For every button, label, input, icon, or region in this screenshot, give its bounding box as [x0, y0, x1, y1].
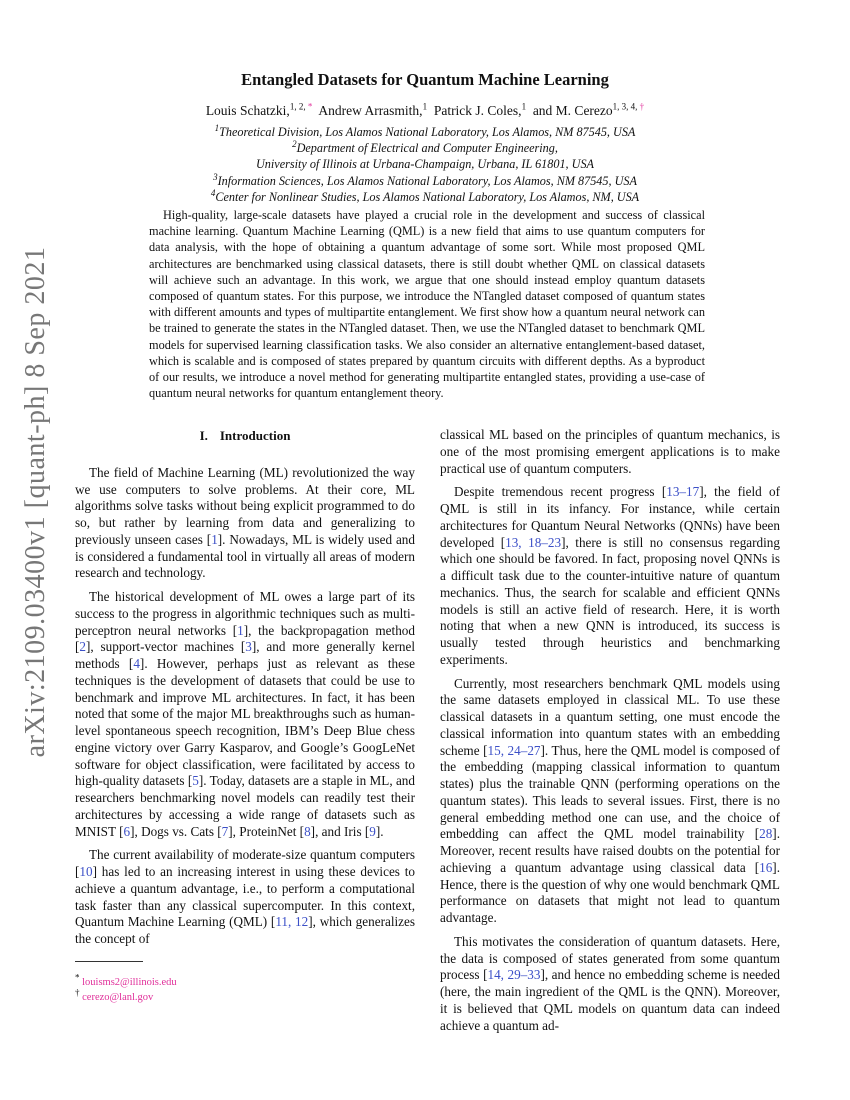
- body-paragraph: [440, 427, 780, 477]
- citation-link[interactable]: 14, 29–33: [487, 967, 541, 983]
- paragraph-text: ] has led to an increasing interest in using these devices to achieve a quantum advantage, i.e., to perform a computational task faster than any classical supercomputer. In this context, Quantum Machine Learning (QML) [: [75, 864, 415, 930]
- paragraph-text: ], ProteinNet [: [228, 823, 305, 839]
- affiliation-2-cont: University of Illinois at Urbana-Champaign, Urbana, IL 61801, USA: [256, 157, 594, 172]
- affiliations: [0, 124, 850, 205]
- footnotes: [75, 972, 177, 1005]
- paragraph-text: classical ML based on the principles of quantum mechanics, is one of the most promising emergent applications is to make practical use of quantum computers.: [440, 427, 780, 476]
- paragraph-text: ], the field of QML is still in its infancy. For instance, while certain architectures for Quantum Neural Networks (QNNs) have been developed [: [440, 484, 781, 550]
- footnote-2: † cerezo@lanl.gov: [75, 987, 154, 1003]
- affiliation-2: $^2$Department of Electrical and Computer Engineering,: [292, 139, 558, 156]
- paragraph-text: This motivates the consideration of quantum datasets. Here, the data is composed of states generated from some quantum process [: [440, 933, 780, 983]
- paragraph-text: Currently, most researchers benchmark QML models using the same datasets employed in classical ML. To use these classical datasets in a quantum setting, one must encode the classical information into quantum states with an embedding scheme [: [440, 675, 780, 758]
- paragraph-text: The field of Machine Learning (ML) revolutionized the way we use computers to solve problems. At their core, ML algorithms solve tasks without being explicit programmed to do so, but rather by learning from data and generalizing to previously unseen cases [: [75, 464, 415, 547]
- affiliation-1: $^1$Theoretical Division, Los Alamos National Laboratory, Los Alamos, NM 87545, USA: [214, 122, 636, 139]
- paragraph-text: ]. Today, datasets are a staple in ML, and researchers benchmarking novel models can readily test their architectures by accessing a wide range of datasets such as MNIST [: [75, 773, 415, 839]
- section-heading: I. Introduction: [199, 428, 291, 443]
- citation-link[interactable]: 6: [123, 823, 131, 839]
- body-paragraph: [440, 484, 780, 668]
- body-paragraph: [440, 934, 780, 1035]
- body-paragraph: [75, 847, 415, 948]
- paragraph-text: ], and hence no embedding scheme is needed (here, the main ingredient of the QML is the QNN). Moreover, it is believed that QML models on quantum data can indeed achieve a quantum ad-: [440, 967, 780, 1033]
- body-paragraph: [75, 465, 415, 582]
- right-column: [440, 427, 780, 1041]
- paragraph-text: ].: [375, 823, 384, 839]
- author-3: Patrick J. Coles,$^1$: [433, 101, 527, 118]
- paragraph-text: ]. Hence, there is the question of why one would benchmark QML performance on datasets that might not lead to quantum advantage.: [440, 859, 780, 925]
- affiliation-3: $^3$Information Sciences, Los Alamos National Laboratory, Los Alamos, NM 87545, USA: [213, 171, 637, 188]
- paragraph-text: ]. Moreover, recent results have raised doubts on the potential for achieving a quantum advantage using classical data [: [440, 826, 780, 875]
- paragraph-text: ], and more generally kernel methods [: [75, 639, 415, 671]
- paper-title: Entangled Datasets for Quantum Machine Learning: [241, 70, 609, 89]
- paragraph-text: ], support-vector machines [: [86, 639, 246, 655]
- left-column: [75, 428, 415, 955]
- author-1: Louis Schatzki,$^{1, 2, *}$: [205, 101, 313, 118]
- citation-link[interactable]: 9: [369, 823, 376, 839]
- citation-link[interactable]: 4: [133, 656, 140, 671]
- paragraph-text: ]. However, perhaps just as relevant as these techniques is the development of datasets that could be use to benchmark and improve ML architectures. In fact, it has been noted that some of the major ML breakthroughs such as human-level spontaneous speech recognition, IBM’s Deep Blue chess engine victory over Garry Kasparov, and Google’s GoogLeNet software for object classification, were facilitated by access to high-quality datasets [: [75, 656, 415, 789]
- author-4: and M. Cerezo$^{1, 3, 4, \dagger}$: [532, 101, 645, 118]
- paragraph-text: ], and Iris [: [310, 823, 370, 839]
- citation-link[interactable]: 13, 18–23: [505, 534, 562, 550]
- paragraph-text: ]. Nowadays, ML is widely used and is considered a fundamental tool in virtually all areas of modern research and technology.: [75, 531, 415, 581]
- citation-link[interactable]: 3: [245, 639, 252, 655]
- email-link[interactable]: louisms2@illinois.edu: [82, 977, 177, 988]
- arxiv-identifier: arXiv:2109.03400v1 [quant-ph] 8 Sep 2021: [20, 246, 51, 758]
- citation-link[interactable]: 10: [79, 864, 93, 879]
- citation-link[interactable]: 1: [237, 622, 244, 638]
- arxiv-sidebar-stamp: [14, 246, 58, 758]
- author-list: [0, 103, 850, 119]
- citation-link[interactable]: 28: [759, 826, 773, 842]
- citation-link[interactable]: 2: [79, 639, 86, 655]
- body-paragraph: [75, 589, 415, 840]
- footnote-1: * louisms2@illinois.edu: [75, 972, 177, 988]
- citation-link[interactable]: 16: [759, 859, 773, 875]
- paragraph-text: The current availability of moderate-size quantum computers [: [75, 847, 415, 879]
- citation-link[interactable]: 7: [221, 823, 229, 839]
- citation-link[interactable]: 5: [192, 773, 199, 789]
- author-2: Andrew Arrasmith,$^1$: [318, 101, 428, 118]
- email-link[interactable]: cerezo@lanl.gov: [82, 992, 154, 1003]
- citation-link[interactable]: 8: [304, 823, 311, 839]
- paragraph-text: ], there is still no consensus regarding which one should be favored. In fact, proposing novel QNNs is a difficult task due to the counter-intuitive nature of quantum mechanics. Thus, the search for scalable and efficient QNNs models is still an active field of research. Here, it is worth noting that when a new QNN is introduced, its success is usually tested through heuristics and benchmarking experiments.: [440, 534, 780, 667]
- affiliation-4: $^4$Center for Nonlinear Studies, Los Alamos National Laboratory, Los Alamos, NM, USA: [210, 187, 640, 204]
- paragraph-text: ], which generalizes the concept of: [75, 914, 415, 946]
- body-paragraph: [440, 676, 780, 927]
- citation-link[interactable]: 15, 24–27: [487, 742, 541, 758]
- paragraph-text: Despite tremendous recent progress [: [454, 484, 667, 500]
- citation-link[interactable]: 11, 12: [275, 914, 309, 930]
- abstract: High-quality, large-scale datasets have played a crucial role in the development and success of classical machine learning. Quantum Machine Learning (QML) is a new field that aims to use quantum computers for data analysis, with the hope of obtaining a quantum advantage of some sort. While most proposed QML architectures are benchmarked using classical datasets, there is still doubt whether QML on classical datasets will achieve such an advantage. In this work, we argue that one should instead employ quantum datasets composed of quantum states. For this purpose, we introduce the NTangled dataset composed of quantum states with different amounts and types of multipartite entanglement. We first show how a quantum neural network can be trained to generate the states in the NTangled dataset. Then, we use the NTangled dataset to benchmark QML models for supervised learning classification tasks. We also consider an alternative entanglement-based dataset, which is scalable and is composed of states prepared by quantum circuits with different depths. As a byproduct of our results, we introduce a novel method for generating multipartite entangled states, providing a use-case of quantum neural networks for quantum entanglement theory.: [149, 208, 705, 401]
- citation-link[interactable]: 13–17: [666, 484, 700, 500]
- citation-link[interactable]: 1: [211, 531, 218, 547]
- paragraph-text: ]. Thus, here the QML model is composed of the embedding (mapping classical information to quantum states) plus the trainable QNN (performing operations on the quantum states). This leads to several issues. First, there is no general embedding method one can use, and the choice of embedding can affect the QML model trainability [: [440, 742, 780, 842]
- paragraph-text: ], Dogs vs. Cats [: [130, 823, 222, 839]
- footnote-rule: [75, 961, 143, 962]
- paragraph-text: The historical development of ML owes a large part of its success to the progress in algorithmic techniques such as multi-perceptron neural networks [: [75, 589, 415, 638]
- paragraph-text: ], the backpropagation method [: [75, 622, 415, 655]
